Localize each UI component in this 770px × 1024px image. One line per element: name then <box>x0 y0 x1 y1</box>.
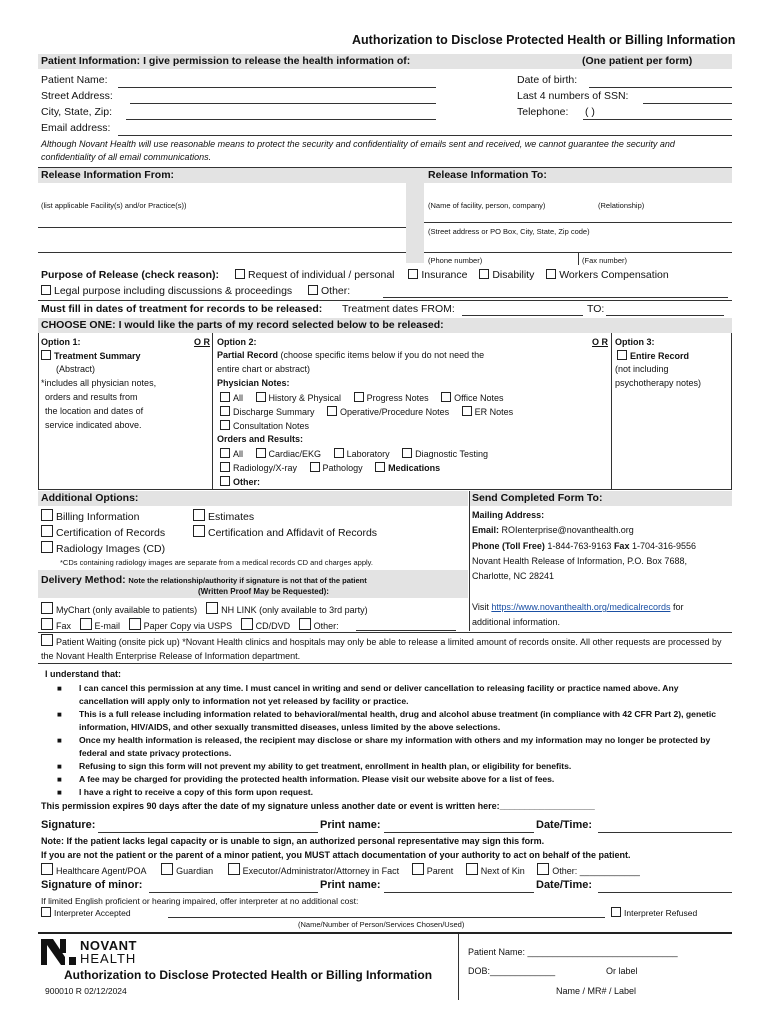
or-pathology: Pathology <box>322 463 363 473</box>
rep-parent-checkbox[interactable] <box>412 863 424 875</box>
pn-er: ER Notes <box>474 407 514 417</box>
option3-note-2: psychotherapy notes) <box>615 378 702 388</box>
option2-title: Option 2: <box>217 337 257 347</box>
option1-note-4: service indicated above. <box>45 420 142 430</box>
waiting-bottom-border <box>38 663 732 664</box>
paper-checkbox[interactable] <box>129 618 141 630</box>
novant-logo <box>41 939 77 968</box>
billing-label: Billing Information <box>56 511 140 523</box>
or-lab-checkbox[interactable] <box>334 448 344 458</box>
purpose-disability-checkbox[interactable] <box>479 269 489 279</box>
dates-top-border <box>38 300 732 301</box>
fax-hint: (Fax number) <box>582 256 628 265</box>
or-1: O R <box>194 337 211 347</box>
purpose-label: Purpose of Release (check reason): <box>41 269 219 281</box>
minor-label: Signature of minor: <box>41 879 143 891</box>
telephone-label: Telephone: <box>517 106 569 118</box>
waiting-row <box>41 634 731 663</box>
understand-title: I understand that: <box>45 669 121 679</box>
minor-field[interactable] <box>149 892 318 893</box>
opt2-other-checkbox[interactable] <box>220 476 230 486</box>
or-radiology-checkbox[interactable] <box>220 462 230 472</box>
pn-office-checkbox[interactable] <box>441 392 451 402</box>
estimates-label: Estimates <box>208 511 255 523</box>
option3-item <box>617 350 689 361</box>
understand-item-3: ■ Once my health information is released, the recipient may disclose or share my information with others and my information may no longer be protected by federal and state privacy protections. <box>57 735 711 758</box>
purpose-other-field[interactable] <box>383 297 728 298</box>
delivery-other-field[interactable] <box>356 630 456 631</box>
cert-label: Certification of Records <box>56 527 166 539</box>
option1-note-1: *includes all physician notes, <box>41 378 157 388</box>
mailing-label: Mailing Address: <box>472 510 545 520</box>
pn-row-1 <box>220 392 503 403</box>
affidavit-checkbox[interactable] <box>193 525 205 537</box>
interpreter-accepted-label: Interpreter Accepted <box>54 908 131 918</box>
treatment-summary-checkbox[interactable] <box>41 350 51 360</box>
add-cert-row <box>41 525 165 539</box>
choose-label: CHOOSE ONE: I would like the parts of my record selected below to be released: <box>41 319 444 331</box>
minor-print-label: Print name: <box>320 879 381 891</box>
email-checkbox[interactable] <box>80 618 92 630</box>
name-hint: (Name of facility, person, company) <box>428 201 546 210</box>
or-cardiac-checkbox[interactable] <box>256 448 266 458</box>
cd-label: CD/DVD <box>255 621 291 631</box>
delivery-other-checkbox[interactable] <box>299 618 311 630</box>
cd-checkbox[interactable] <box>241 618 253 630</box>
patient-section-label: Patient Information: I give permission to release the health information of: <box>41 55 411 67</box>
rep-guardian-checkbox[interactable] <box>161 863 173 875</box>
option3-note-1: (not including <box>615 364 669 374</box>
pn-operative: Operative/Procedure Notes <box>340 407 450 417</box>
send-addr-2: Charlotte, NC 28241 <box>472 571 555 581</box>
mychart-label: MyChart (only available to patients) <box>56 605 198 615</box>
or-radiology: Radiology/X-ray <box>233 463 298 473</box>
purpose-other-checkbox[interactable] <box>308 285 318 295</box>
phone-fax-divider <box>578 252 579 265</box>
or-2: O R <box>592 337 609 347</box>
rep-poa: Healthcare Agent/POA <box>56 866 147 876</box>
purpose-personal-checkbox[interactable] <box>235 269 245 279</box>
pn-progress: Progress Notes <box>366 393 429 403</box>
minor-datetime-field[interactable] <box>598 892 732 893</box>
interpreter-refused-row <box>611 907 697 918</box>
purpose-legal: Legal purpose including discussions & proceedings <box>54 285 293 297</box>
delivery-note: Note the relationship/authority if signature is not that of the patient <box>128 576 367 585</box>
physician-notes-label: Physician Notes: <box>217 378 290 388</box>
from-field-1[interactable] <box>38 227 406 228</box>
add-estimates-row <box>193 509 254 523</box>
dates-from-field[interactable] <box>462 315 583 316</box>
add-affidavit-row <box>193 525 377 539</box>
interpreter-accepted-checkbox[interactable] <box>41 907 51 917</box>
rep-row <box>41 863 640 876</box>
patient-name-label: Patient Name: <box>41 74 108 86</box>
additional-label: Additional Options: <box>41 492 139 504</box>
footer-rule <box>38 932 732 934</box>
from-field-2[interactable] <box>38 252 406 253</box>
logo-text-top: NOVANT <box>80 938 137 953</box>
send-visit-2: additional information. <box>472 617 561 627</box>
purpose-row <box>235 269 669 281</box>
or-row-1 <box>220 448 488 459</box>
understand-item-5: ■ A fee may be charged for providing the protected health information. Please visit our website above for a list of fees. <box>57 774 555 784</box>
waiting-checkbox[interactable] <box>41 634 53 646</box>
footer-divider <box>458 934 459 1000</box>
expires-note: This permission expires 90 days after the date of my signature unless another date or event is written here:___________________ <box>41 801 595 811</box>
delivery-bottom-border <box>38 632 732 633</box>
send-visit-row <box>472 602 683 612</box>
send-label: Send Completed Form To: <box>472 492 603 504</box>
datetime-label: Date/Time: <box>536 819 593 831</box>
option1-note-3: the location and dates of <box>45 406 144 416</box>
address-hint: (Street address or PO Box, City, State, Zip code) <box>428 227 590 236</box>
dates-to: TO: <box>587 303 605 315</box>
footer-code: 900010 R 02/12/2024 <box>45 986 127 996</box>
opt3-divider <box>611 333 612 490</box>
rep-kin-checkbox[interactable] <box>466 863 478 875</box>
purpose-other: Other: <box>321 285 351 297</box>
nhlink-checkbox[interactable] <box>206 602 218 614</box>
pn-er-checkbox[interactable] <box>462 406 472 416</box>
send-fax-label: Fax <box>613 541 630 551</box>
pn-row-2 <box>220 406 513 417</box>
orders-label: Orders and Results: <box>217 434 304 444</box>
partial-desc: (choose specific items below if you do not need the <box>280 350 485 360</box>
patient-name-field[interactable] <box>118 87 436 88</box>
street-field[interactable] <box>130 103 436 104</box>
option1-title: Option 1: <box>41 337 81 347</box>
facility-hint: (list applicable Facility(s) and/or Practice(s)) <box>41 201 187 210</box>
signature-field[interactable] <box>98 832 318 833</box>
footer-mr: Name / MR# / Label <box>556 986 637 996</box>
pn-operative-checkbox[interactable] <box>327 406 337 416</box>
opt2-other: Other: <box>233 477 260 487</box>
partial-record-label: Partial Record <box>217 350 279 360</box>
city-label: City, State, Zip: <box>41 106 112 118</box>
interpreter-refused-label: Interpreter Refused <box>624 908 698 918</box>
minor-datetime-label: Date/Time: <box>536 879 593 891</box>
or-diag: Diagnostic Testing <box>415 449 488 459</box>
purpose-workers-checkbox[interactable] <box>546 269 556 279</box>
or-diag-checkbox[interactable] <box>402 448 412 458</box>
fax-checkbox[interactable] <box>41 618 53 630</box>
rep-guardian: Guardian <box>176 866 214 876</box>
rep-parent: Parent <box>426 866 454 876</box>
radiology-label: Radiology Images (CD) <box>56 543 166 555</box>
rep-other: Other: ____________ <box>552 866 640 876</box>
purpose-personal: Request of individual / personal <box>248 269 395 281</box>
delivery-other-label: Other: <box>313 621 339 631</box>
understand-list <box>57 682 729 799</box>
understand-item-1: ■ I can cancel this permission at any time. I must cancel in writing and send or deliver cancellation to releasing facility or practice named above. Any cancellation will apply only to information not yet released by facility or practice. <box>57 683 679 706</box>
send-email-row <box>472 525 634 535</box>
partial-desc-2: entire chart or abstract) <box>217 364 311 374</box>
purpose-legal-checkbox[interactable] <box>41 285 51 295</box>
or-lab: Laboratory <box>346 449 390 459</box>
release-to-label: Release Information To: <box>428 169 547 181</box>
or-all-checkbox[interactable] <box>220 448 230 458</box>
novant-logo-mark <box>41 939 77 965</box>
telephone-area: ( ) <box>585 106 595 118</box>
dob-label: Date of birth: <box>517 74 578 86</box>
purpose-workers: Workers Compensation <box>559 269 669 281</box>
pn-consult: Consultation Notes <box>233 421 310 431</box>
dates-to-field[interactable] <box>606 315 724 316</box>
email-disclaimer: Although Novant Health will use reasonable means to protect the security and confidentiality of emails sent and received, we cannot guarantee the security and confidentiality of all email communications. <box>41 139 675 162</box>
delivery-header <box>41 574 367 586</box>
purpose-row-2 <box>41 285 350 297</box>
send-phone-label: Phone (Toll Free) <box>472 541 545 551</box>
relationship-hint: (Relationship) <box>598 201 645 210</box>
form-title: Authorization to Disclose Protected Health or Billing Information <box>352 33 736 47</box>
send-phone: 1-844-763-9163 <box>547 541 612 551</box>
understand-item-4: ■ Refusing to sign this form will not prevent my ability to get treatment, enrollment in health plan, or eligibility for benefits. <box>57 761 572 771</box>
paper-label: Paper Copy via USPS <box>143 621 233 631</box>
or-row-2 <box>220 462 440 473</box>
email-label: Email address: <box>41 122 111 134</box>
cert-checkbox[interactable] <box>41 525 53 537</box>
footer-title: Authorization to Disclose Protected Health or Billing Information <box>64 968 433 982</box>
footer-patient-name: Patient Name: ______________________________ <box>468 947 678 957</box>
minor-print-field[interactable] <box>384 892 534 893</box>
delivery-row-2 <box>41 618 339 631</box>
rep-executor: Executor/Administrator/Attorney in Fact <box>242 866 400 876</box>
name-number-hint: (Name/Number of Person/Services Chosen/Used) <box>298 920 465 929</box>
purpose-insurance: Insurance <box>421 269 468 281</box>
sig-note-2: If you are not the patient or the parent of a minor patient, you MUST attach documentation of your authority to act on behalf of the patient. <box>41 850 631 860</box>
affidavit-label: Certification and Affidavit of Records <box>208 527 378 539</box>
partial-record-row <box>217 350 484 360</box>
pn-discharge-checkbox[interactable] <box>220 406 230 416</box>
option1-note-2: orders and results from <box>45 392 138 402</box>
purpose-disability: Disability <box>492 269 535 281</box>
interpreter-name-field[interactable] <box>168 917 605 918</box>
pn-discharge: Discharge Summary <box>233 407 315 417</box>
footer-or-label: Or label <box>606 966 638 976</box>
pn-all-checkbox[interactable] <box>220 392 230 402</box>
send-phone-row <box>472 541 696 551</box>
sig-note-1: Note: If the patient lacks legal capacity or is unable to sign, an authorized personal representative may sign this form. <box>41 836 545 846</box>
delivery-label: Delivery Method: <box>41 574 126 586</box>
rep-executor-checkbox[interactable] <box>228 863 240 875</box>
send-fax: 1-704-316-9556 <box>631 541 697 551</box>
purpose-insurance-checkbox[interactable] <box>408 269 418 279</box>
send-addr-1: Novant Health Release of Information, P.O. Box 7688, <box>472 556 687 566</box>
estimates-checkbox[interactable] <box>193 509 205 521</box>
ssn-label: Last 4 numbers of SSN: <box>517 90 629 102</box>
or-meds-checkbox[interactable] <box>375 462 385 472</box>
logo-text-bottom: HEALTH <box>80 951 137 966</box>
option3-title: Option 3: <box>615 337 655 347</box>
entire-record-label: Entire Record <box>630 351 690 361</box>
pn-hp-checkbox[interactable] <box>256 392 266 402</box>
dates-from: Treatment dates FROM: <box>342 303 455 315</box>
pn-all: All <box>233 393 244 403</box>
understand-item-6: ■ I have a right to receive a copy of this form upon request. <box>57 787 313 797</box>
signature-label: Signature: <box>41 819 96 831</box>
dates-label: Must fill in dates of treatment for records to be released: <box>41 303 323 315</box>
pn-progress-checkbox[interactable] <box>354 392 364 402</box>
understand-item-2: ■ This is a full release including information related to behavioral/mental health, drug and alcohol abuse treatment (in compliance with 42 CFR Part 2), genetic information, HIV/AIDS, and other sexually transmitted diseases, unless limited by the above selections. <box>57 709 717 732</box>
street-label: Street Address: <box>41 90 113 102</box>
treatment-summary-label: Treatment Summary <box>54 351 141 361</box>
send-divider <box>469 491 470 631</box>
email-field[interactable] <box>118 135 732 136</box>
or-cardiac: Cardiac/EKG <box>268 449 322 459</box>
cd-note: *CDs containing radiology images are separate from a medical records CD and charges apply. <box>60 558 373 567</box>
or-meds: Medications <box>388 463 441 473</box>
print-name-field[interactable] <box>384 832 534 833</box>
send-email-label: Email: <box>472 525 500 535</box>
print-name-label: Print name: <box>320 819 381 831</box>
records-link[interactable]: https://www.novanthealth.org/medicalrecords <box>491 602 671 612</box>
footer-dob: DOB:_____________ <box>468 966 556 976</box>
radiology-checkbox[interactable] <box>41 541 53 553</box>
ssn-field[interactable] <box>643 103 732 104</box>
city-field[interactable] <box>126 119 436 120</box>
billing-checkbox[interactable] <box>41 509 53 521</box>
pn-consult-checkbox[interactable] <box>220 420 230 430</box>
rep-other-checkbox[interactable] <box>537 863 549 875</box>
option1-sub: (Abstract) <box>56 364 96 374</box>
send-email: ROIenterprise@novanthealth.org <box>501 525 634 535</box>
waiting-label: Patient Waiting (onsite pick up) *Novant Health clinics and hospitals may only be able to release a limited amount of records onsite. All other requests are processed by the Novant Health Enterprise Release of Information department. <box>41 637 722 661</box>
other-row <box>220 476 260 487</box>
dob-field[interactable] <box>589 87 732 88</box>
pn-hp: History & Physical <box>268 393 342 403</box>
add-billing-row <box>41 509 139 523</box>
fax-label: Fax <box>56 621 72 631</box>
phone-hint: (Phone number) <box>428 256 483 265</box>
delivery-note-2: (Written Proof May be Requested): <box>198 587 329 596</box>
delivery-row-1 <box>41 602 368 615</box>
one-patient-note: (One patient per form) <box>582 55 693 67</box>
interpreter-note: If limited English proficient or hearing impaired, offer interpreter at no additional cost: <box>41 896 359 906</box>
opt1-divider <box>212 333 213 490</box>
entire-record-checkbox[interactable] <box>617 350 627 360</box>
to-field-1[interactable] <box>424 222 732 223</box>
release-top-border <box>38 167 732 168</box>
rep-poa-checkbox[interactable] <box>41 863 53 875</box>
or-pathology-checkbox[interactable] <box>310 462 320 472</box>
datetime-field[interactable] <box>598 832 732 833</box>
rep-kin: Next of Kin <box>480 866 525 876</box>
or-all: All <box>233 449 244 459</box>
release-from-label: Release Information From: <box>41 169 175 181</box>
telephone-field[interactable] <box>583 119 732 120</box>
pn-row-3 <box>220 420 309 431</box>
option1-item <box>41 350 141 361</box>
send-visit-tail: for <box>672 602 684 612</box>
interpreter-accepted-row <box>41 907 131 918</box>
add-radiology-row <box>41 541 165 555</box>
email-delivery-label: E-mail <box>94 621 121 631</box>
interpreter-refused-checkbox[interactable] <box>611 907 621 917</box>
nhlink-label: NH LINK (only available to 3rd party) <box>221 605 368 615</box>
send-visit: Visit <box>472 602 489 612</box>
release-divider-col <box>406 167 424 263</box>
mychart-checkbox[interactable] <box>41 602 53 614</box>
pn-office: Office Notes <box>454 393 504 403</box>
